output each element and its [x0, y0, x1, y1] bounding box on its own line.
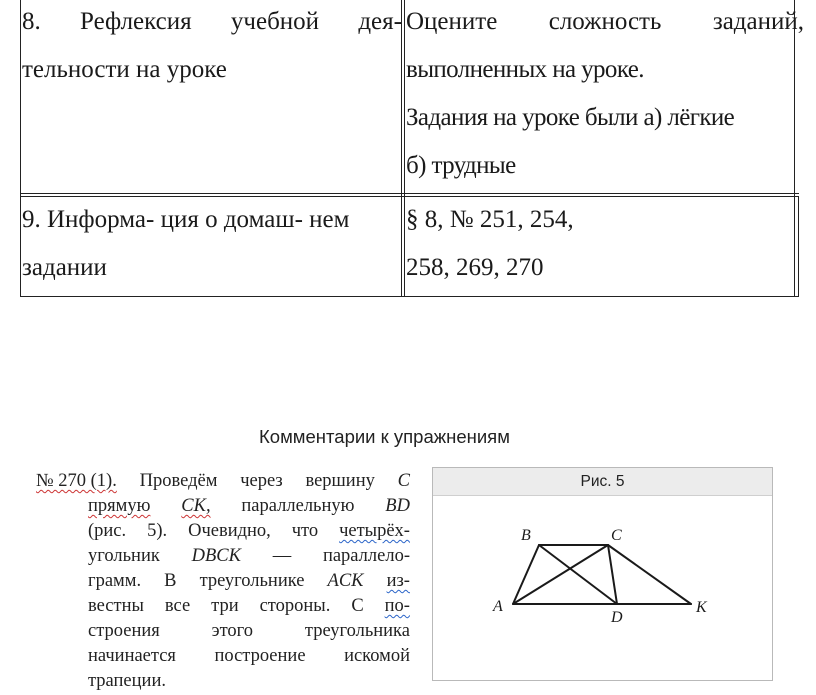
word: C — [397, 471, 410, 491]
segment-cd — [608, 545, 617, 604]
word: Проведём — [139, 471, 218, 491]
table-border-bottom — [20, 296, 799, 297]
word: угольник — [88, 546, 160, 566]
row9-content-cell — [406, 196, 804, 292]
table-divider-middle-2 — [404, 0, 405, 297]
word: этого — [211, 621, 254, 641]
word: параллело- — [322, 546, 410, 566]
word: что — [291, 521, 319, 541]
word: искомой — [344, 646, 410, 666]
comment-line — [36, 569, 410, 594]
point-c-label: C — [611, 527, 622, 544]
point-d-label: D — [611, 609, 623, 626]
word: заданий, — [712, 8, 804, 35]
row8-stage-line2: тельности на уроке — [22, 56, 227, 83]
word: — — [272, 546, 292, 566]
row8-content-line3: Задания на уроке были а) лёгкие — [406, 104, 735, 131]
point-b-label: B — [521, 527, 531, 544]
word: по- — [384, 596, 410, 616]
word: BD — [385, 496, 410, 516]
word: трапеции. — [88, 671, 166, 691]
figure-5 — [432, 467, 773, 681]
word: 8. — [22, 8, 41, 35]
exercise-number: № 270 (1). — [36, 471, 117, 491]
word: строения — [88, 621, 160, 641]
comment-line — [36, 619, 410, 644]
word: четырёх- — [339, 521, 410, 541]
trapezoid-diagram — [433, 496, 772, 680]
comment-line — [36, 494, 410, 519]
row8-stage-line1 — [22, 0, 402, 46]
row-separator — [20, 193, 799, 194]
word: стороны. — [259, 596, 331, 616]
row8-content-line4: б) трудные — [406, 152, 516, 179]
word: три — [211, 596, 239, 616]
word: дея- — [358, 8, 402, 35]
comment-line — [36, 469, 410, 494]
point-k-label: K — [696, 599, 707, 616]
figure-caption: Рис. 5 — [433, 468, 772, 496]
row8-content-cell — [406, 0, 804, 190]
word: сложность — [548, 8, 662, 35]
row9-stage-cell — [22, 196, 402, 292]
row8-stage-cell — [22, 0, 402, 94]
row9-content-line1: § 8, № 251, 254, — [406, 206, 574, 233]
point-a-label: A — [493, 598, 503, 615]
word: вершину — [305, 471, 375, 491]
commentary-heading: Комментарии к упражнениям — [259, 426, 510, 447]
row8-content-line1 — [406, 0, 804, 46]
word: начинается — [88, 646, 176, 666]
exercise-commentary — [36, 469, 410, 694]
word: грамм. — [88, 571, 142, 591]
word: Рефлексия — [80, 8, 192, 35]
segment-ck — [608, 545, 691, 604]
comment-line — [36, 519, 410, 544]
word: CK, — [181, 496, 211, 516]
word: Оцените — [406, 8, 498, 35]
word: из- — [386, 571, 410, 591]
comment-line — [36, 594, 410, 619]
word: С — [351, 596, 364, 616]
word: прямую — [88, 496, 151, 516]
diagonal-bd — [539, 545, 617, 604]
comment-line — [36, 544, 410, 569]
word: В — [164, 571, 177, 591]
table-border-left — [20, 0, 21, 297]
word: учебной — [230, 8, 320, 35]
word: построение — [214, 646, 306, 666]
word: Очевидно, — [188, 521, 271, 541]
comment-line — [36, 669, 410, 694]
word: DBCK — [191, 546, 241, 566]
word: треугольнике — [199, 571, 305, 591]
word: вестны — [88, 596, 144, 616]
diagonal-ac — [513, 545, 608, 604]
word: (рис. — [88, 521, 127, 541]
lesson-plan-table — [20, 0, 816, 297]
row9-content-line2: 258, 269, 270 — [406, 254, 544, 281]
word: треугольника — [304, 621, 410, 641]
word: ACK — [327, 571, 364, 591]
word: все — [164, 596, 191, 616]
word: параллельную — [241, 496, 355, 516]
row9-stage-line2: задании — [22, 254, 107, 281]
word: 5). — [147, 521, 168, 541]
row8-content-line2: выполненных на уроке. — [406, 56, 644, 83]
comment-line — [36, 644, 410, 669]
word: через — [240, 471, 283, 491]
row9-stage-line1: 9. Информа- ция о домаш- нем — [22, 206, 350, 233]
